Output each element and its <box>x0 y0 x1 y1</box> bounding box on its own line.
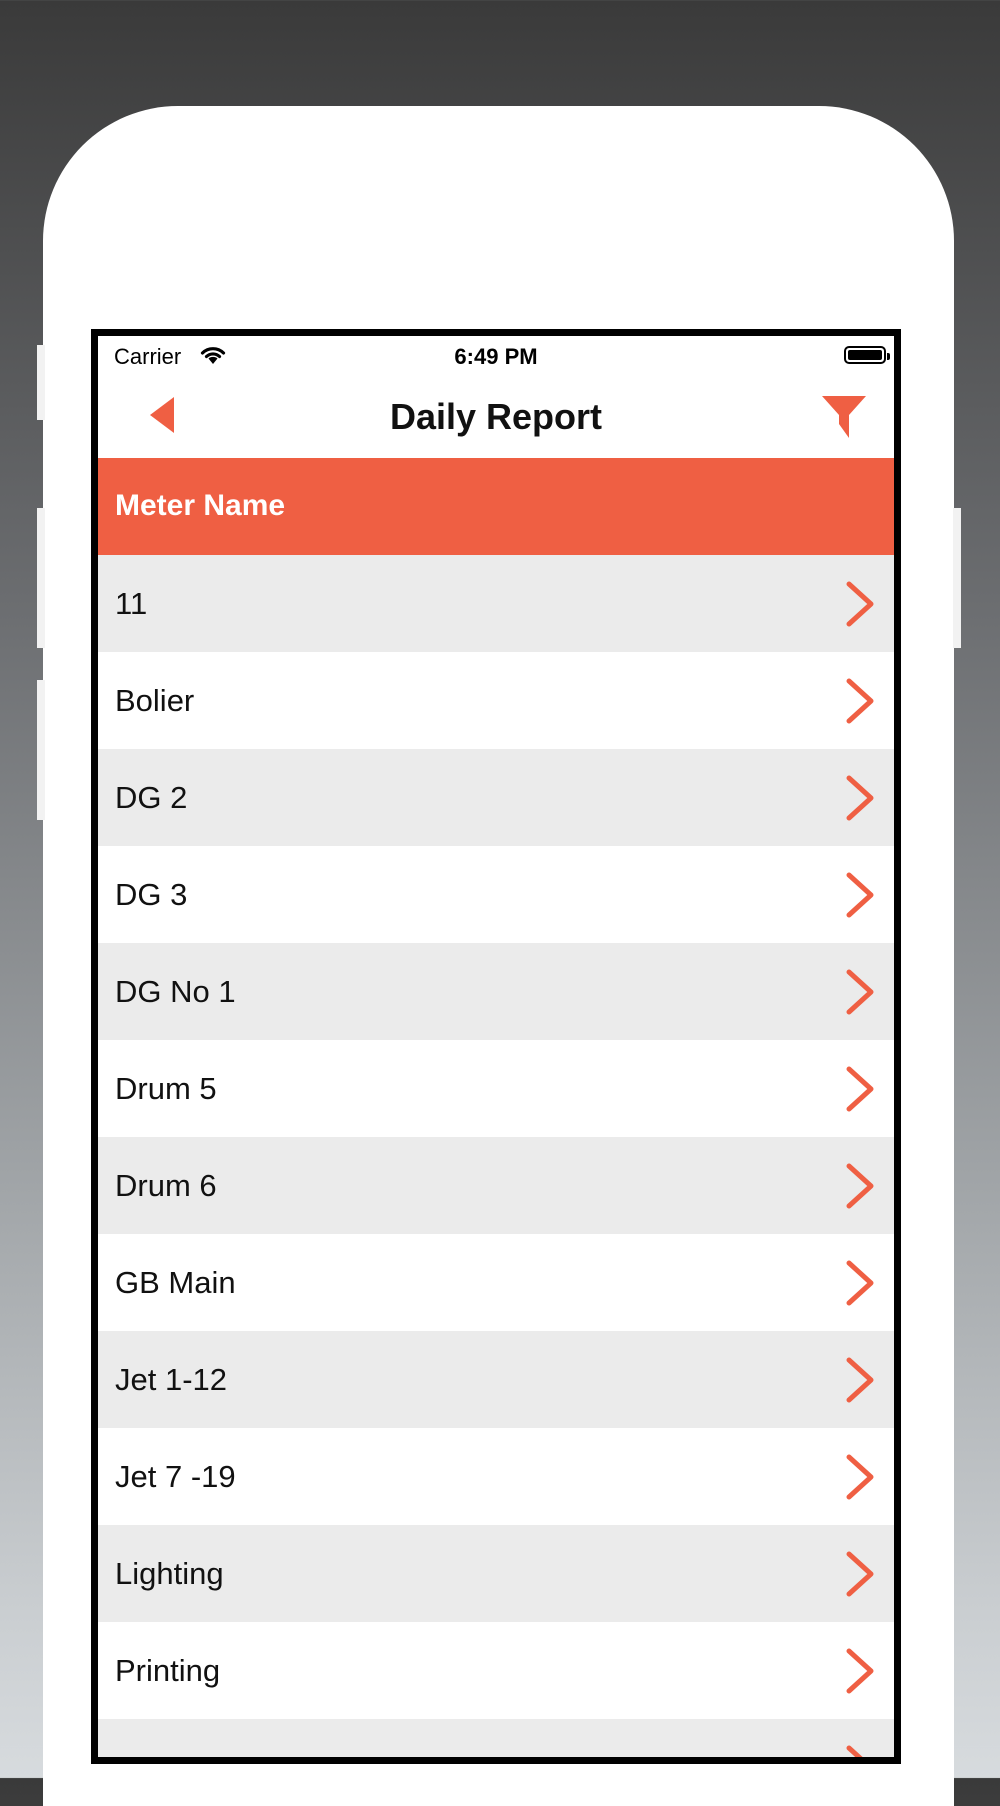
meter-name: DG No 1 <box>115 974 236 1009</box>
navigation-bar <box>98 370 894 458</box>
meter-row[interactable] <box>98 1622 894 1719</box>
power-button <box>953 508 961 648</box>
mute-switch <box>37 345 45 420</box>
meter-name: DG 2 <box>115 780 188 815</box>
volume-up-button <box>37 508 45 648</box>
app-screen <box>91 329 901 1764</box>
filter-funnel-icon[interactable] <box>820 394 868 440</box>
meter-row[interactable] <box>98 1719 894 1764</box>
chevron-right-icon <box>844 1065 876 1113</box>
meter-row[interactable] <box>98 652 894 749</box>
meter-name: Jet 7 -19 <box>115 1459 236 1494</box>
status-time: 6:49 PM <box>454 344 538 369</box>
chevron-right-icon <box>844 871 876 919</box>
meter-row[interactable] <box>98 1040 894 1137</box>
meter-name: Drum 5 <box>115 1071 217 1106</box>
chevron-right-icon <box>844 1259 876 1307</box>
meter-name: Lighting <box>115 1556 224 1591</box>
meter-name: Printing <box>115 1653 221 1688</box>
meter-list <box>98 555 894 1764</box>
meter-row[interactable] <box>98 749 894 846</box>
carrier-label: Carrier <box>114 344 182 369</box>
meter-row[interactable] <box>98 1331 894 1428</box>
chevron-right-icon <box>844 677 876 725</box>
chevron-right-icon <box>844 1162 876 1210</box>
chevron-right-icon <box>844 968 876 1016</box>
meter-row[interactable] <box>98 1428 894 1525</box>
chevron-right-icon <box>844 1453 876 1501</box>
meter-row[interactable] <box>98 1234 894 1331</box>
meter-name: GB Main <box>115 1265 236 1300</box>
chevron-right-icon <box>844 1550 876 1598</box>
meter-name: 11 <box>115 586 148 621</box>
page-title: Daily Report <box>389 396 603 437</box>
meter-row[interactable] <box>98 943 894 1040</box>
meter-name: Bolier <box>115 683 195 718</box>
chevron-right-icon <box>844 1744 876 1764</box>
meter-row[interactable] <box>98 846 894 943</box>
meter-row[interactable] <box>98 1137 894 1234</box>
chevron-right-icon <box>844 1647 876 1695</box>
battery-icon <box>844 346 886 364</box>
chevron-right-icon <box>844 580 876 628</box>
volume-down-button <box>37 680 45 820</box>
chevron-right-icon <box>844 774 876 822</box>
meter-name: Drum 6 <box>115 1168 217 1203</box>
meter-name: DG 3 <box>115 877 188 912</box>
status-bar <box>98 336 894 370</box>
list-header-label: Meter Name <box>115 489 286 522</box>
meter-name: Jet 1-12 <box>115 1362 228 1397</box>
chevron-right-icon <box>844 1356 876 1404</box>
meter-row[interactable] <box>98 1525 894 1622</box>
list-header <box>98 458 894 555</box>
meter-row[interactable] <box>98 555 894 652</box>
